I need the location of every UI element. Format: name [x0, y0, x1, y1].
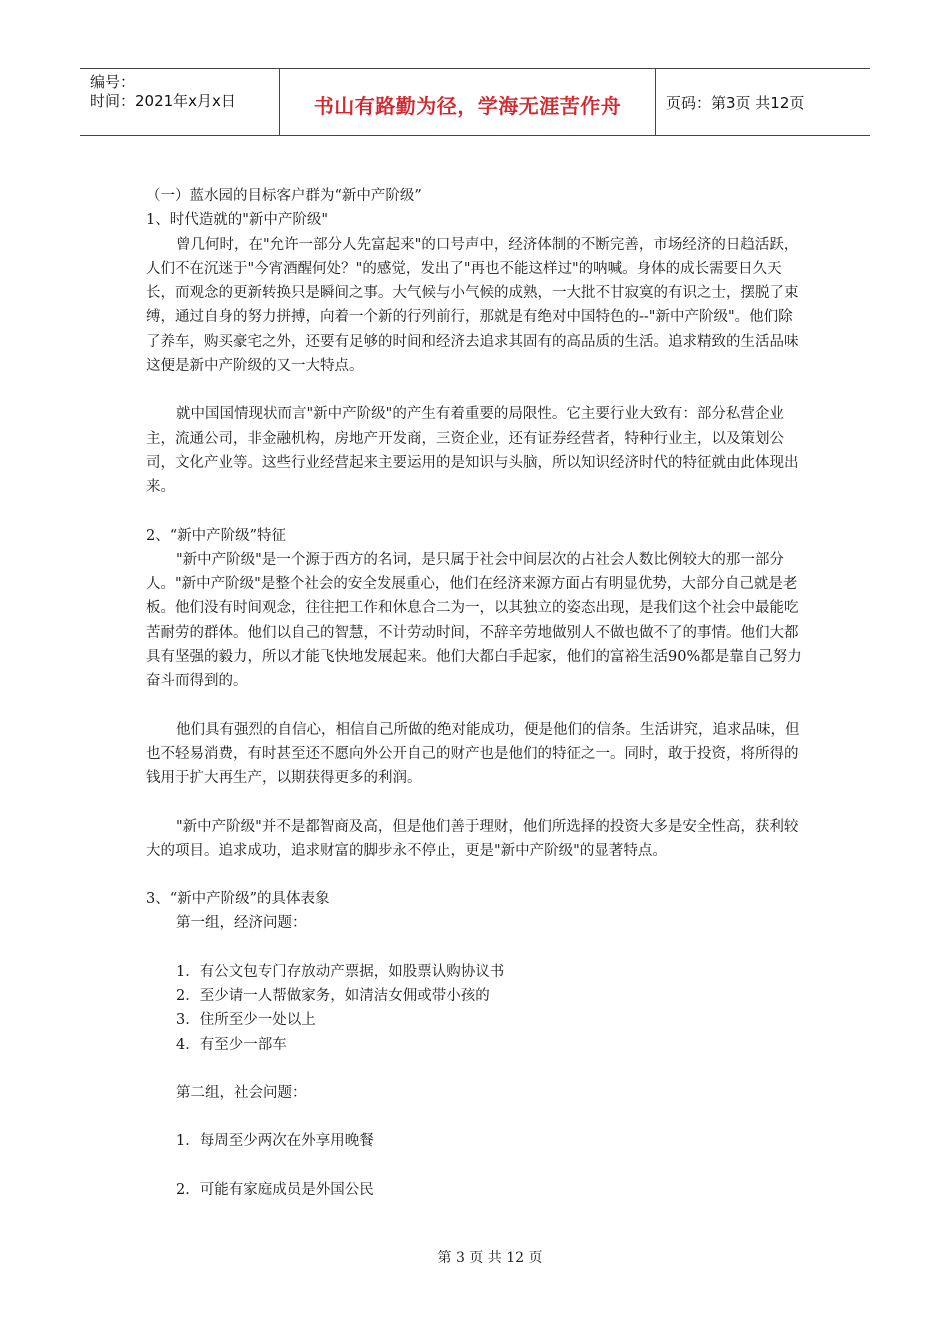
header-meta	[80, 69, 280, 135]
subsection-2-paragraph-1: "新中产阶级"是一个源于西方的名词，是只属于社会中间层次的占社会人数比例较大的那一部分人。"新中产阶级"是整个社会的安全发展重心，他们在经济来源方面占有明显优势，大部分自己就是老板。他们没有时间观念，往往把工作和休息合二为一，以其独立的姿态出现，是我们这个社会中最能吃苦耐劳的群体。他们以自己的智慧，不计劳动时间，不辞辛劳地做别人不做也做不了的事情。他们大都具有坚强的毅力，所以才能飞快地发展起来。他们大都白手起家，他们的富裕生活90%都是靠自己努力奋斗而得到的。	[146, 551, 802, 690]
subsection-2-paragraph-3: "新中产阶级"并不是都智商及高，但是他们善于理财，他们所选择的投资大多是安全性高，获利较大的项目。追求成功，追求财富的脚步永不停止，更是"新中产阶级"的显著特点。	[146, 818, 799, 859]
document-body	[146, 184, 806, 1202]
section-title: （一）蓝水园的目标客户群为“新中产阶级”	[146, 188, 422, 204]
subsection-2-title: 2、“新中产阶级”特征	[146, 527, 287, 544]
subsection-1-paragraph-2: 就中国国情现状而言"新中产阶级"的产生有着重要的局限性。它主要行业大致有：部分私营企业主，流通公司，非金融机构，房地产开发商，三资企业，还有证券经营者，特种行业主，以及策划公司，文化产业等。这些行业经营起来主要运用的是知识与头脑，所以知识经济时代的特征就由此体现出来。	[146, 406, 799, 496]
page-footer: 第 3 页 共 12 页	[437, 1250, 543, 1266]
list-item: 3．住所至少一处以上	[176, 1012, 316, 1029]
list-item: 1．有公文包专门存放动产票据，如股票认购协议书	[176, 963, 505, 980]
group-1-title: 第一组，经济问题：	[176, 915, 307, 932]
page-header	[80, 68, 870, 136]
header-page-info: 页码：第3页 共12页	[666, 93, 805, 112]
header-motto: 书山有路勤为径，学海无涯苦作舟	[280, 69, 656, 135]
subsection-3-title: 3、“新中产阶级”的具体表象	[146, 891, 330, 908]
list-item: 2．至少请一人帮做家务，如清洁女佣或带小孩的	[176, 988, 490, 1005]
time-label: 时间：2021年x月x日	[90, 92, 236, 110]
subsection-2-paragraph-2: 他们具有强烈的自信心，相信自己所做的绝对能成功，便是他们的信条。生活讲究，追求品味，但也不轻易消费，有时甚至还不愿向外公开自己的财产也是他们的特征之一。同时，敢于投资，将所得的钱用于扩大再生产，以期获得更多的利润。	[146, 721, 800, 787]
group-2-title: 第二组，社会问题：	[176, 1084, 307, 1101]
list-item: 1．每周至少两次在外享用晚餐	[176, 1133, 374, 1150]
list-item: 2．可能有家庭成员是外国公民	[176, 1181, 374, 1198]
subsection-1-paragraph-1: 曾几何时，在"允许一部分人先富起来"的口号声中，经济体制的不断完善，市场经济的日趋活跃，人们不在沉迷于"今宵酒醒何处？"的感觉，发出了"再也不能这样过"的呐喊。身体的成长需要日久天长，而观念的更新转换只是瞬间之事。大气候与小气候的成熟，一大批不甘寂寞的有识之士，摆脱了束缚，通过自身的努力拼搏，向着一个新的行列前行，那就是有绝对中国特色的--"新中产阶级"。他们除了养车，购买豪宅之外，还要有足够的时间和经济去追求其固有的高品质的生活。追求精致的生活品味这便是新中产阶级的又一大特点。	[146, 236, 799, 375]
list-item: 4．有至少一部车	[176, 1036, 287, 1053]
subsection-1-title: 1、时代造就的"新中产阶级"	[146, 212, 329, 229]
number-label: 编号：	[90, 73, 136, 91]
